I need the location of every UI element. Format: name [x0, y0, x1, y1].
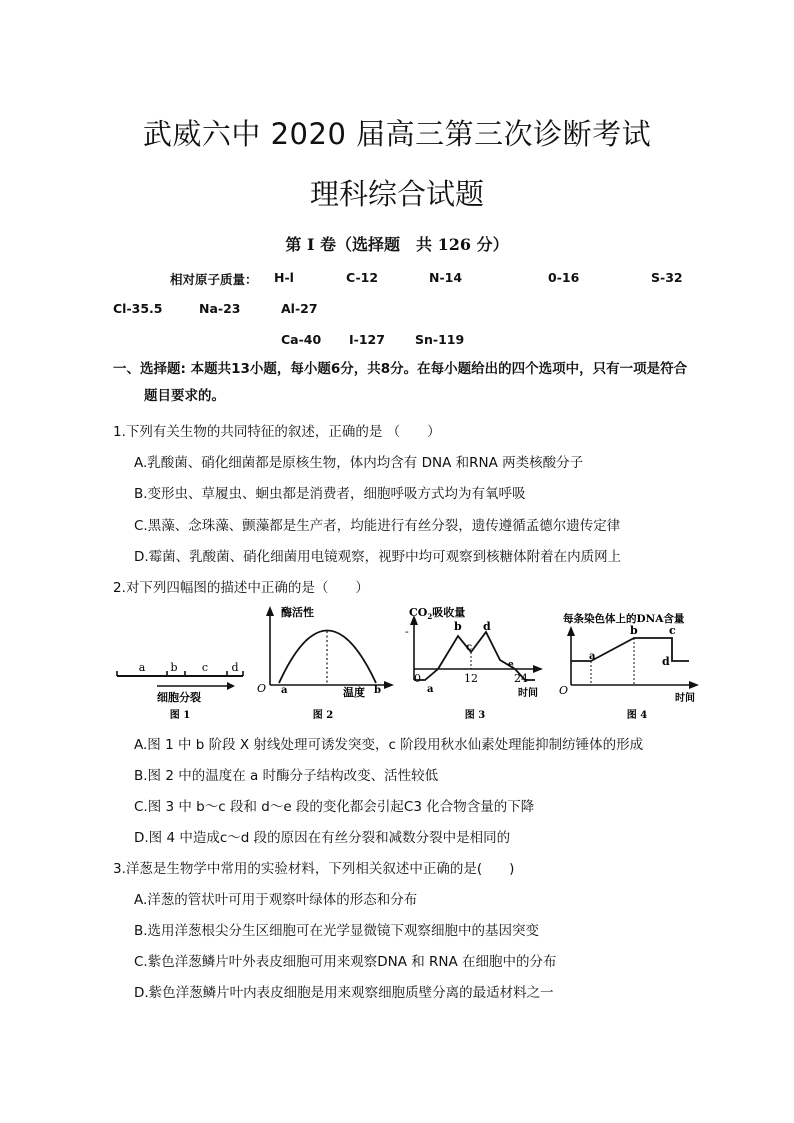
fig3-zero: 0	[414, 672, 421, 685]
figure-3	[405, 605, 543, 721]
fig2-xlabel: 温度	[343, 686, 365, 699]
fig3-xlabel: 时间	[518, 688, 538, 699]
fig1-caption: 图 1	[169, 710, 191, 721]
section-title: 第 I 卷（选择题 共 126 分）	[285, 235, 509, 254]
fig1-label-c: c	[201, 661, 209, 674]
atomic-mass-item: Na-23	[199, 301, 241, 316]
figure-4	[559, 612, 699, 721]
fig4-point-d: d	[662, 655, 670, 668]
atomic-mass-item: I-127	[349, 332, 385, 347]
fig2-origin: O	[257, 682, 267, 695]
fig3-tick-12: 12	[464, 672, 478, 685]
fig2-point-b: b	[374, 685, 381, 696]
atomic-mass-item: Al-27	[281, 301, 318, 316]
fig3-point-d: d	[483, 620, 491, 633]
fig2-ylabel: 酶活性	[281, 606, 314, 619]
atomic-mass-item: H-l	[274, 270, 294, 285]
fig4-point-a: a	[589, 651, 596, 662]
question-1-option-d: D.霉菌、乳酸菌、硝化细菌用电镜观察，视野中均可观察到核糖体附着在内质网上	[134, 549, 622, 565]
figure-2	[257, 605, 394, 721]
atomic-mass-item: Sn-119	[415, 332, 465, 347]
atomic-mass-item: Ca-40	[281, 332, 322, 347]
atomic-mass-item: N-14	[429, 270, 463, 285]
exam-title: 武威六中 2020 届高三第三次诊断考试	[142, 117, 652, 151]
question-3-option-c: C.紫色洋葱鳞片叶外表皮细胞可用来观察DNA 和 RNA 在细胞中的分布	[134, 954, 557, 970]
question-2-option-a: A.图 1 中 b 阶段 X 射线处理可诱发突变，c 阶段用秋水仙素处理能抑制纺锤体的形成	[134, 737, 644, 753]
question-2-option-b: B.图 2 中的温度在 a 时酶分子结构改变、活性较低	[134, 768, 439, 784]
question-3-stem: 3.洋葱是生物学中常用的实验材料，下列相关叙述中正确的是( )	[113, 861, 515, 877]
part-heading-line1: 一、选择题: 本题共13小题，每小题6分，共8分。在每小题给出的四个选项中，只有一项是符合	[113, 361, 688, 377]
question-1-option-a: A.乳酸菌、硝化细菌都是原核生物，体内均含有 DNA 和RNA 两类核酸分子	[134, 455, 584, 471]
fig4-xlabel: 时间	[675, 693, 695, 704]
question-2-option-d: D.图 4 中造成c～d 段的原因在有丝分裂和减数分裂中是相同的	[134, 830, 511, 846]
fig1-axis-label: 细胞分裂	[157, 691, 201, 704]
fig3-point-b: b	[454, 620, 462, 633]
fig3-point-e: e	[508, 660, 514, 670]
atomic-mass-label: 相对原子质量：	[170, 272, 258, 287]
fig4-caption: 图 4	[626, 710, 648, 721]
atomic-mass-item: Cl-35.5	[113, 301, 163, 316]
question-3-option-d: D.紫色洋葱鳞片叶内表皮细胞是用来观察细胞质壁分离的最适材料之一	[134, 985, 554, 1001]
fig4-point-c: c	[669, 624, 676, 637]
fig2-point-a: a	[281, 685, 288, 696]
question-2-stem: 2.对下列四幅图的描述中正确的是（ ）	[113, 580, 369, 596]
fig3-tick-24: 24	[514, 672, 528, 685]
fig3-point-c: c	[466, 642, 473, 653]
question-1-stem: 1.下列有关生物的共同特征的叙述，正确的是 （ ）	[113, 424, 441, 440]
atomic-mass-item: 0-16	[548, 270, 580, 285]
fig1-label-a: a	[138, 661, 146, 674]
atomic-mass-item: C-12	[346, 270, 379, 285]
exam-subtitle: 理科综合试题	[309, 177, 484, 211]
fig1-label-d: d	[231, 661, 239, 674]
fig3-caption: 图 3	[464, 710, 486, 721]
question-1-option-c: C.黑藻、念珠藻、颤藻都是生产者，均能进行有丝分裂，遗传遵循孟德尔遗传定律	[134, 518, 621, 534]
question-2-option-c: C.图 3 中 b～c 段和 d～e 段的变化都会引起C3 化合物含量的下降	[134, 799, 535, 815]
fig4-point-b: b	[630, 624, 638, 637]
question-3-option-a: A.洋葱的管状叶可用于观察叶绿体的形态和分布	[134, 892, 418, 908]
fig2-curve	[279, 631, 376, 684]
fig3-point-a: a	[427, 684, 434, 695]
figure-1	[117, 661, 243, 721]
part-heading-line2: 题目要求的。	[144, 388, 225, 404]
fig4-origin: O	[559, 684, 569, 697]
fig4-ylabel: 每条染色体上的DNA含量	[563, 613, 685, 625]
fig2-caption: 图 2	[312, 710, 334, 721]
fig3-ylabel: $CO_2$吸收量	[409, 606, 466, 621]
fig1-label-b: b	[170, 661, 178, 674]
question-3-option-b: B.选用洋葱根尖分生区细胞可在光学显微镜下观察细胞中的基因突变	[134, 923, 540, 939]
atomic-mass-item: S-32	[651, 270, 683, 285]
question-2-figures	[105, 600, 725, 725]
fig3-minus: -	[405, 625, 409, 638]
question-1-option-b: B.变形虫、草履虫、蛔虫都是消费者，细胞呼吸方式均为有氧呼吸	[134, 486, 526, 502]
